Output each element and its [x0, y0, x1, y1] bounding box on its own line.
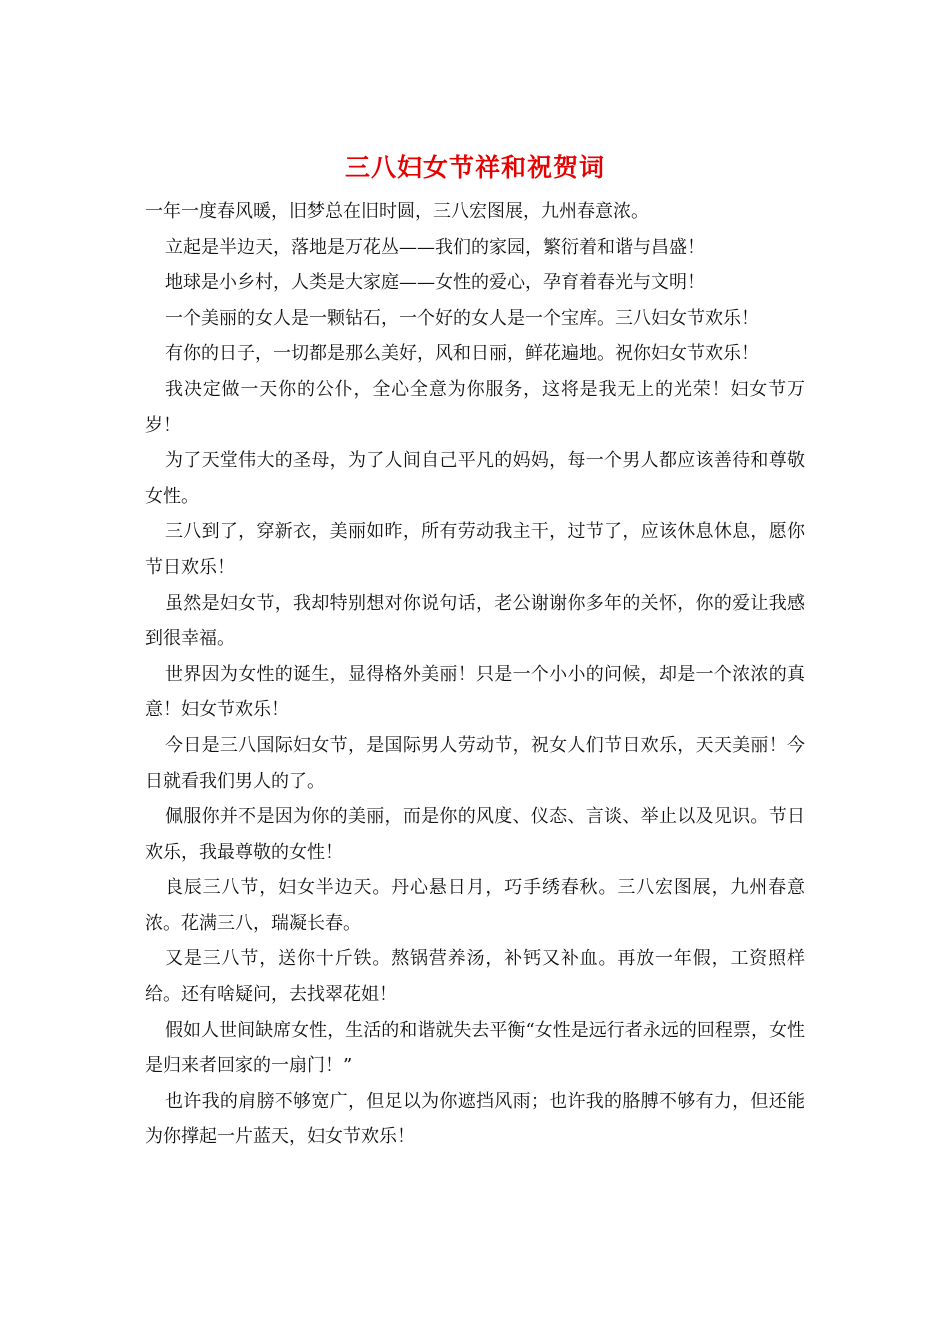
paragraph-2: 立起是半边天，落地是万花丛——我们的家园，繁衍着和谐与昌盛！ — [165, 236, 705, 258]
paragraph-14: 又是三八节，送你十斤铁。熬锅营养汤，补钙又补血。再放一年假，工资照样给。还有啥疑问，去找翠花姐！ — [145, 948, 805, 1006]
paragraph-13: 良辰三八节，妇女半边天。丹心悬日月，巧手绣春秋。三八宏图展，九州春意浓。花满三八，瑞凝长春。 — [145, 877, 805, 934]
paragraph-15: 假如人世间缺席女性，生活的和谐就失去平衡“女性是远行者永远的回程票，女性是归来者回家的一扇门！” — [145, 1019, 805, 1077]
paragraph-8: 三八到了，穿新衣，美丽如昨，所有劳动我主干，过节了，应该休息休息，愿你节日欢乐！ — [145, 521, 805, 578]
paragraph-3: 地球是小乡村，人类是大家庭——女性的爱心，孕育着春光与文明！ — [165, 272, 705, 294]
document-body — [145, 194, 805, 1155]
paragraph-1: 一年一度春风暖，旧梦总在旧时圆，三八宏图展，九州春意浓。 — [145, 201, 649, 222]
paragraph-7: 为了天堂伟大的圣母，为了人间自己平凡的妈妈，每一个男人都应该善待和尊敬女性。 — [145, 450, 805, 507]
paragraph-10: 世界因为女性的诞生，显得格外美丽！只是一个小小的问候，却是一个浓浓的真意！妇女节欢乐！ — [145, 663, 805, 721]
paragraph-5: 有你的日子，一切都是那么美好，风和日丽，鲜花遍地。祝你妇女节欢乐！ — [165, 343, 759, 365]
paragraph-16: 也许我的肩膀不够宽广，但足以为你遮挡风雨；也许我的胳膊不够有力，但还能为你撑起一片蓝天，妇女节欢乐！ — [145, 1090, 805, 1148]
paragraph-4: 一个美丽的女人是一颗钻石，一个好的女人是一个宝库。三八妇女节欢乐！ — [165, 307, 759, 329]
paragraph-9: 虽然是妇女节，我却特别想对你说句话，老公谢谢你多年的关怀，你的爱让我感到很幸福。 — [145, 592, 805, 650]
paragraph-11: 今日是三八国际妇女节，是国际男人劳动节，祝女人们节日欢乐，天天美丽！今日就看我们男人的了。 — [145, 734, 805, 792]
paragraph-12: 佩服你并不是因为你的美丽，而是你的风度、仪态、言谈、举止以及见识。节日欢乐，我最尊敬的女性！ — [145, 806, 805, 863]
paragraph-6: 我决定做一天你的公仆，全心全意为你服务，这将是我无上的光荣！妇女节万岁！ — [145, 378, 805, 436]
document-title: 三八妇女节祥和祝贺词 — [344, 153, 605, 182]
